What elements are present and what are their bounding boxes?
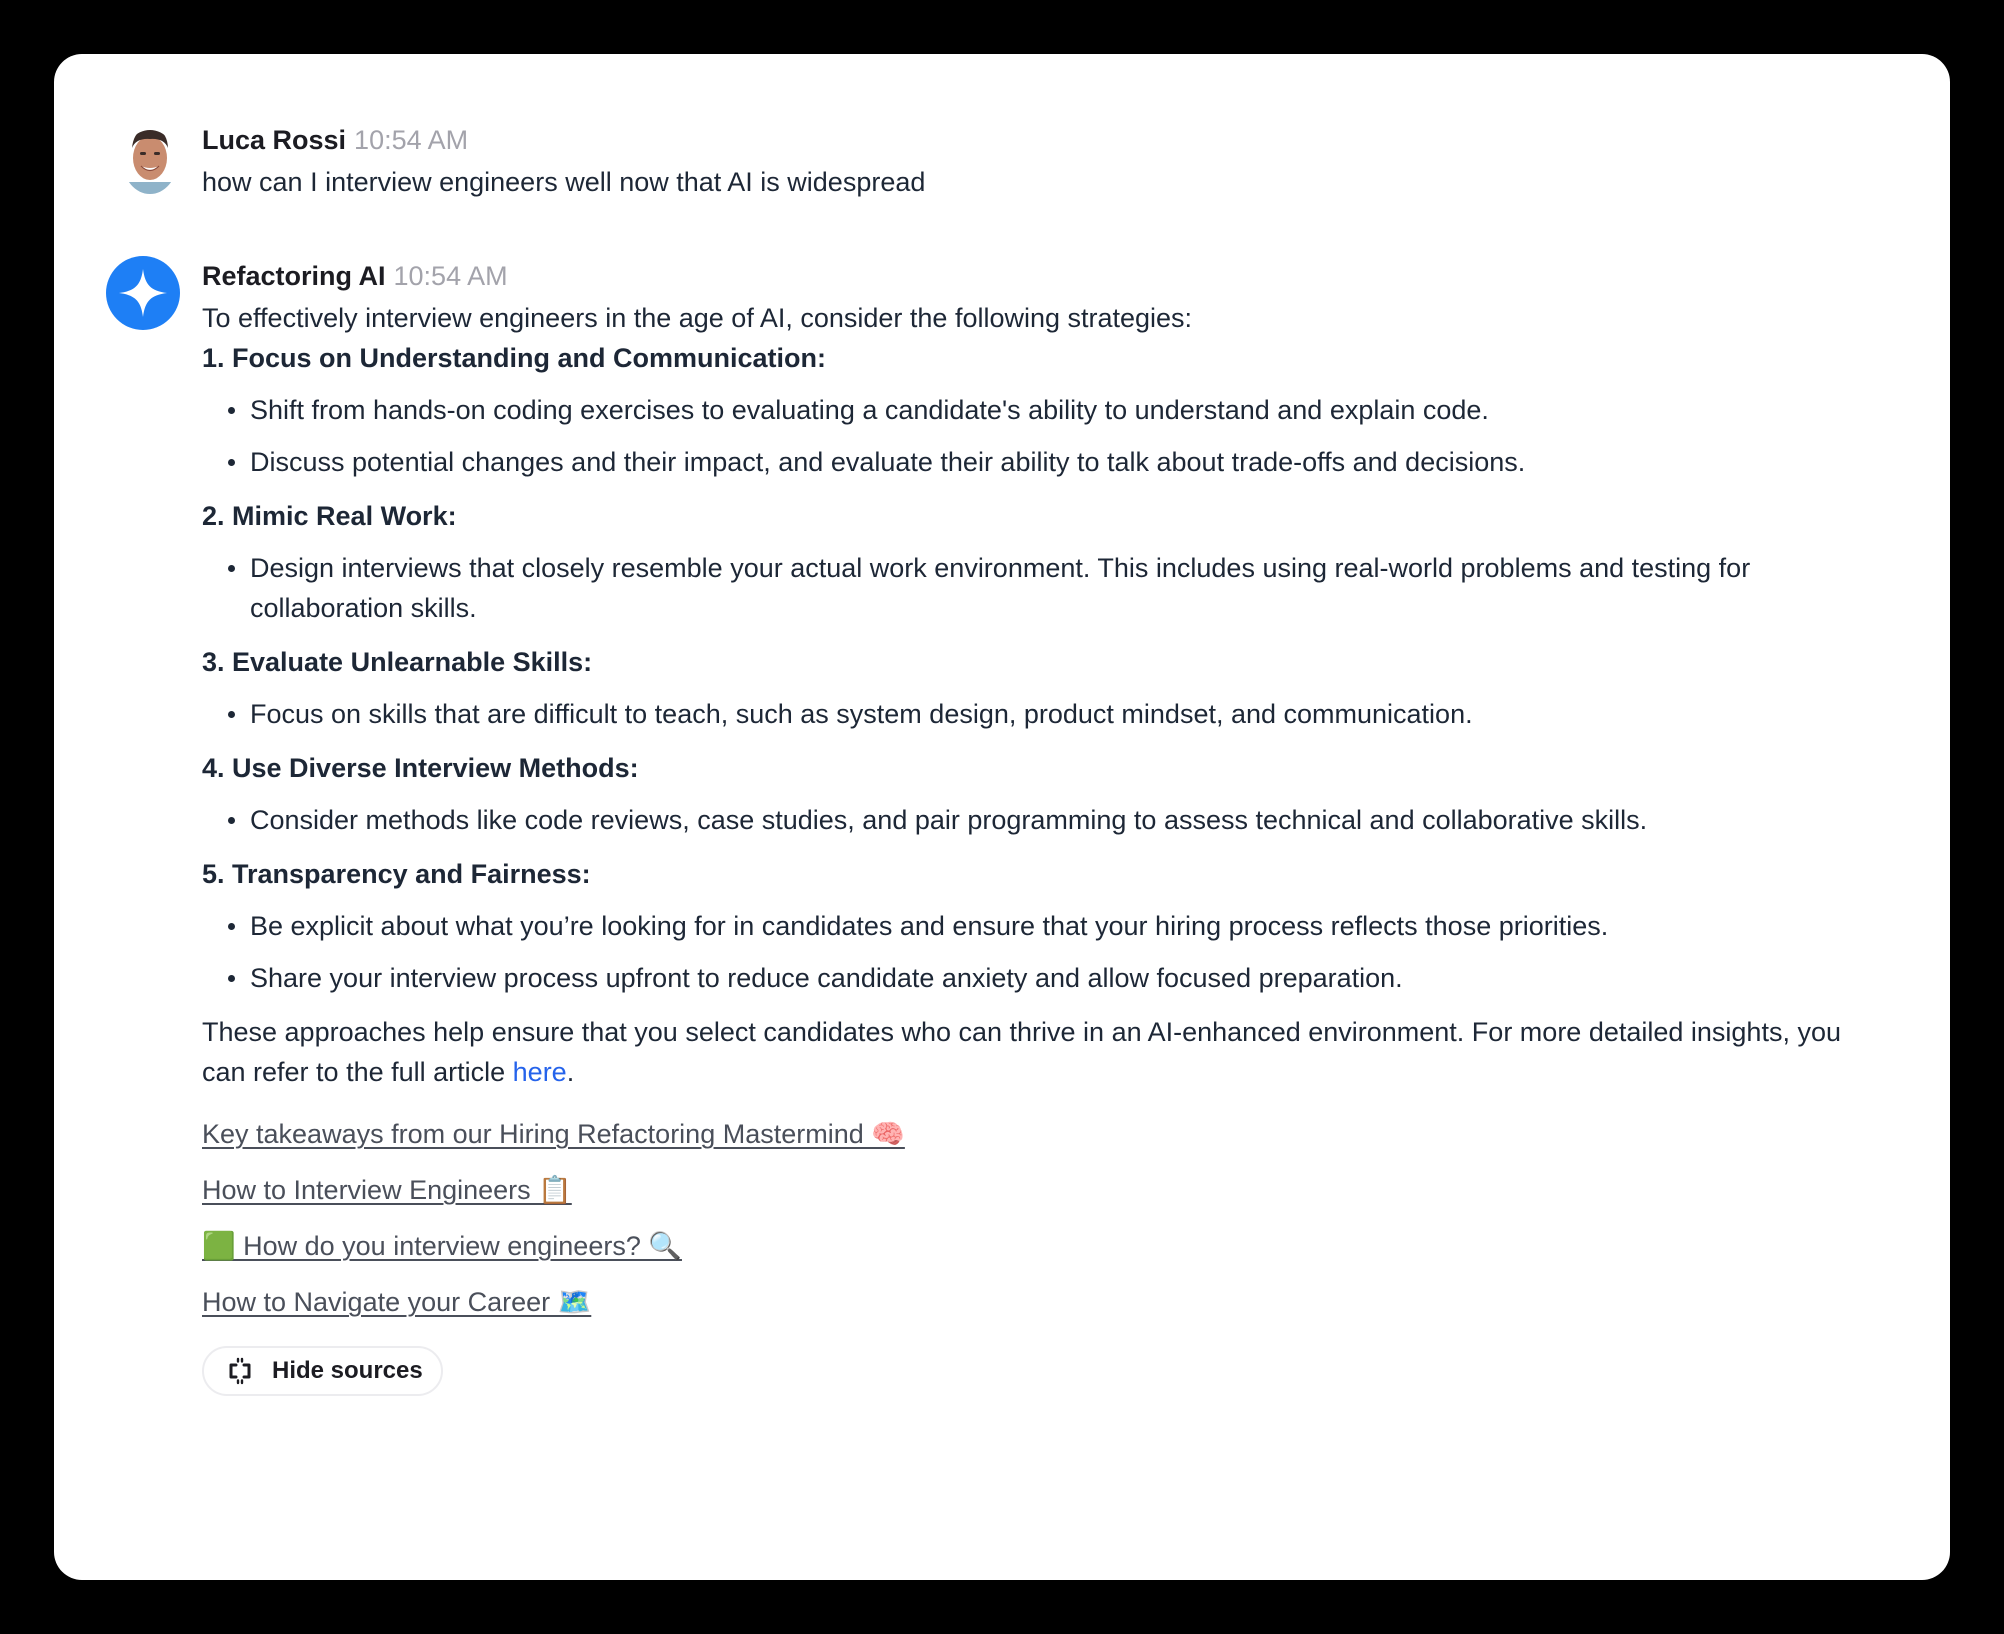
ai-intro-text: To effectively interview engineers in the age of AI, consider the following strategies: [202, 303, 1193, 333]
source-link-how-to-interview[interactable]: How to Interview Engineers 📋 [202, 1175, 572, 1205]
section-heading: 2. Mimic Real Work: [202, 501, 457, 531]
author-name: Refactoring AI [202, 261, 386, 291]
list-item: Be explicit about what you’re looking for in candidates and ensure that your hiring process reflects those priorities. [250, 906, 1890, 946]
strategy-section-3 [202, 642, 1890, 734]
ai-message-header [202, 258, 1890, 294]
section-heading: 5. Transparency and Fairness: [202, 859, 591, 889]
list-item: Consider methods like code reviews, case studies, and pair programming to assess technical and collaborative skills. [250, 800, 1890, 840]
source-link-hiring-mastermind[interactable]: Key takeaways from our Hiring Refactoring Mastermind 🧠 [202, 1119, 905, 1149]
bullet-list [202, 800, 1890, 840]
hide-sources-button[interactable] [202, 1346, 443, 1396]
section-heading: 3. Evaluate Unlearnable Skills: [202, 647, 593, 677]
list-item: Discuss potential changes and their impact, and evaluate their ability to talk about trade-offs and decisions. [250, 442, 1890, 482]
sources-list [202, 1114, 1890, 1322]
section-heading: 1. Focus on Understanding and Communication: [202, 343, 827, 373]
author-name: Luca Rossi [202, 125, 347, 155]
user-avatar [120, 122, 180, 194]
closing-paragraph [202, 1012, 1890, 1092]
bullet-list [202, 390, 1890, 482]
user-message-text: how can I interview engineers well now that AI is widespread [202, 167, 926, 197]
strategy-section-4 [202, 748, 1890, 840]
ai-message-content [202, 258, 1890, 1396]
unlink-icon [226, 1357, 254, 1385]
section-heading: 4. Use Diverse Interview Methods: [202, 753, 639, 783]
source-link-navigate-career[interactable]: How to Navigate your Career 🗺️ [202, 1287, 592, 1317]
closing-text: These approaches help ensure that you select candidates who can thrive in an AI-enhanced environment. For more detailed insights, you can refer to the full article [202, 1017, 1841, 1087]
hide-sources-label: Hide sources [272, 1357, 423, 1384]
timestamp: 10:54 AM [393, 261, 508, 291]
list-item: Shift from hands-on coding exercises to evaluating a candidate's ability to understand and explain code. [250, 390, 1890, 430]
sparkle-icon [106, 256, 180, 330]
strategy-section-2 [202, 496, 1890, 628]
list-item: Share your interview process upfront to reduce candidate anxiety and allow focused preparation. [250, 958, 1890, 998]
strategy-section-5 [202, 854, 1890, 998]
list-item: Focus on skills that are difficult to teach, such as system design, product mindset, and communication. [250, 694, 1890, 734]
user-message-header [202, 122, 1890, 158]
strategy-section-1 [202, 338, 1890, 482]
article-link[interactable]: here [512, 1057, 567, 1087]
user-photo-avatar-icon [120, 122, 180, 194]
source-link-how-do-you-interview[interactable]: 🟩 How do you interview engineers? 🔍 [202, 1231, 682, 1261]
chat-card [54, 54, 1950, 1580]
list-item: Design interviews that closely resemble your actual work environment. This includes using real-world problems and testing for collaboration skills. [250, 548, 1890, 628]
bullet-list [202, 548, 1890, 628]
ai-avatar [106, 256, 180, 330]
bullet-list [202, 906, 1890, 998]
user-message-content [202, 122, 1890, 202]
closing-period: . [566, 1057, 575, 1087]
timestamp: 10:54 AM [354, 125, 469, 155]
bullet-list [202, 694, 1890, 734]
